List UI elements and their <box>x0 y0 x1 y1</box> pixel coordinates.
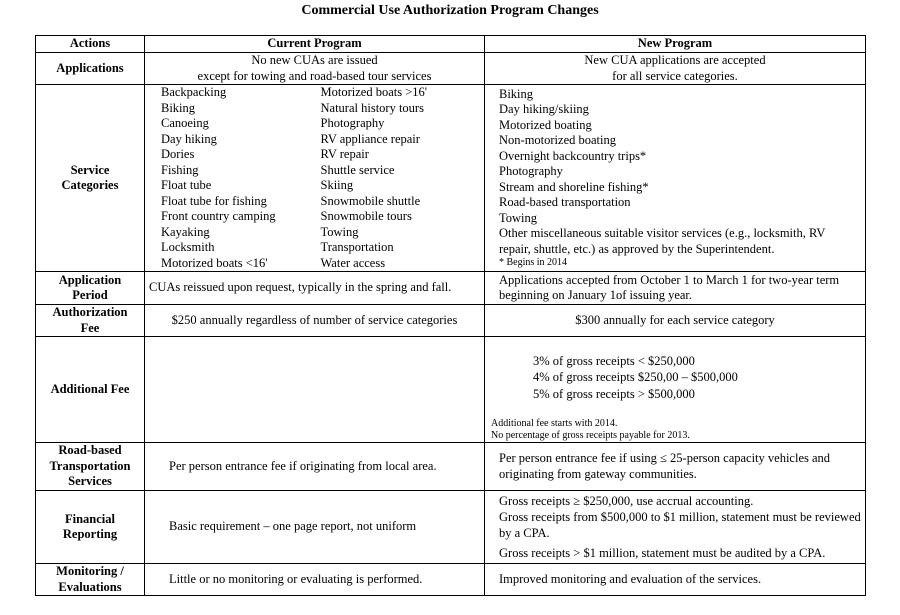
list-item: Photography <box>320 116 385 130</box>
list-item: Snowmobile tours <box>320 209 412 223</box>
header-new-program: New Program <box>485 36 866 53</box>
service-categories-new <box>485 85 866 272</box>
list-item: Biking <box>499 86 534 101</box>
road-based-current: Per person entrance fee if originating from local area. <box>145 443 485 491</box>
financial-reporting-new <box>485 491 866 564</box>
applications-current-line: except for towing and road-based tour services <box>197 68 432 83</box>
list-item: Transportation <box>320 240 394 254</box>
list-item: Day hiking <box>161 131 217 146</box>
row-monitoring <box>36 564 866 596</box>
list-item: Motorized boating <box>499 117 592 132</box>
authorization-fee-current: $250 annually regardless of number of service categories <box>145 305 485 337</box>
list-item: Backpacking <box>161 85 227 99</box>
fee-note: Additional fee starts with 2014. <box>491 418 618 429</box>
monitoring-new: Improved monitoring and evaluation of the services. <box>485 564 866 596</box>
list-item: Float tube <box>161 178 212 192</box>
road-based-label <box>36 443 145 491</box>
list-item: RV repair <box>320 147 369 161</box>
authorization-fee-label <box>36 305 145 337</box>
list-item: Towing <box>499 210 538 225</box>
service-categories-current <box>145 85 485 272</box>
list-item: Towing <box>320 224 359 239</box>
header-actions: Actions <box>36 36 145 53</box>
application-period-new: Applications accepted from October 1 to March 1 for two-year term beginning on January 1of issuing year. <box>485 272 866 305</box>
list-item: Other miscellaneous suitable visitor services (e.g., locksmith, RV <box>499 226 826 241</box>
application-period-current: CUAs reissued upon request, typically in the spring and fall. <box>145 272 485 305</box>
authorization-fee-new: $300 annually for each service category <box>485 305 866 337</box>
list-item: Front country camping <box>161 209 276 223</box>
reporting-rule: Gross receipts from $500,000 to $1 million, statement must be reviewed by a CPA. <box>499 510 861 540</box>
financial-reporting-label-line: Reporting <box>62 527 118 541</box>
list-item: Biking <box>161 100 196 115</box>
program-changes-table <box>35 35 866 596</box>
reporting-rule: Gross receipts ≥ $250,000, use accrual accounting. <box>499 494 754 508</box>
applications-new <box>485 53 866 85</box>
applications-current-line: No new CUAs are issued <box>251 53 378 67</box>
additional-fee-new <box>485 337 866 443</box>
road-based-label-line: Road-based <box>58 443 122 458</box>
application-period-label <box>36 272 145 305</box>
row-applications <box>36 53 866 85</box>
applications-label: Applications <box>36 53 145 85</box>
applications-new-line: New CUA applications are accepted <box>584 53 766 67</box>
list-item: Natural history tours <box>320 100 424 115</box>
row-additional-fee <box>36 337 866 443</box>
list-item: Photography <box>499 164 563 179</box>
financial-reporting-label <box>36 491 145 564</box>
row-application-period <box>36 272 866 305</box>
list-item: Stream and shoreline fishing* <box>499 179 649 194</box>
service-categories-label-line: Categories <box>61 178 119 192</box>
fee-note: No percentage of gross receipts payable for 2013. <box>491 430 690 441</box>
list-item: Motorized boats <16' <box>161 255 268 270</box>
monitoring-label-line: Monitoring / <box>56 564 124 578</box>
applications-new-line: for all service categories. <box>612 68 738 83</box>
list-item: Dories <box>161 147 195 161</box>
authorization-fee-label-line: Fee <box>80 320 100 335</box>
list-item: Skiing <box>320 178 354 192</box>
footnote: * Begins in 2014 <box>499 257 568 269</box>
additional-fee-current <box>145 337 485 443</box>
financial-reporting-label-line: Financial <box>64 511 115 526</box>
document-title: Commercial Use Authorization Program Changes <box>301 3 599 18</box>
list-item: Snowmobile shuttle <box>320 193 421 208</box>
application-period-label-line: Application <box>58 272 122 287</box>
row-service-categories <box>36 85 866 272</box>
financial-reporting-current: Basic requirement – one page report, not uniform <box>145 491 485 564</box>
list-item: Fishing <box>161 162 199 177</box>
list-item: Float tube for fishing <box>161 193 267 208</box>
monitoring-label-line: Evaluations <box>58 579 122 594</box>
list-item: Water access <box>320 255 386 270</box>
monitoring-current: Little or no monitoring or evaluating is performed. <box>145 564 485 596</box>
road-based-label-line: Services <box>68 474 112 489</box>
road-based-label-line: Transportation <box>49 458 131 473</box>
list-item: Road-based transportation <box>499 195 631 210</box>
row-road-based-transportation <box>36 443 866 491</box>
application-period-label-line: Period <box>72 288 108 302</box>
fee-rate: 5% of gross receipts > $500,000 <box>533 386 695 401</box>
header-current-program: Current Program <box>145 36 485 53</box>
row-financial-reporting <box>36 491 866 564</box>
service-categories-label-line: Service <box>70 162 110 177</box>
list-item: Locksmith <box>161 240 215 254</box>
list-item: Non-motorized boating <box>499 133 616 148</box>
list-item: Shuttle service <box>320 162 395 177</box>
row-authorization-fee <box>36 305 866 337</box>
list-item: Day hiking/skiing <box>499 102 589 117</box>
applications-current <box>145 53 485 85</box>
list-item: RV appliance repair <box>320 131 420 146</box>
list-item: Overnight backcountry trips* <box>499 148 647 163</box>
list-item: Motorized boats >16' <box>320 85 428 99</box>
header-row <box>36 36 866 53</box>
road-based-new: Per person entrance fee if using ≤ 25-person capacity vehicles and originating from gateway communities. <box>485 443 866 491</box>
list-item: Canoeing <box>161 116 209 130</box>
current-services-column-2 <box>321 85 481 271</box>
additional-fee-label: Additional Fee <box>36 337 145 443</box>
list-item: repair, shuttle, etc.) as approved by the Superintendent. <box>499 241 775 256</box>
current-services-column-1 <box>161 85 321 271</box>
authorization-fee-label-line: Authorization <box>52 305 128 319</box>
list-item: Kayaking <box>161 224 210 239</box>
fee-rate: 3% of gross receipts < $250,000 <box>533 353 695 368</box>
monitoring-label <box>36 564 145 596</box>
service-categories-label <box>36 85 145 272</box>
fee-rate: 4% of gross receipts $250,00 – $500,000 <box>533 370 738 384</box>
reporting-rule: Gross receipts > $1 million, statement must be audited by a CPA. <box>499 546 826 560</box>
